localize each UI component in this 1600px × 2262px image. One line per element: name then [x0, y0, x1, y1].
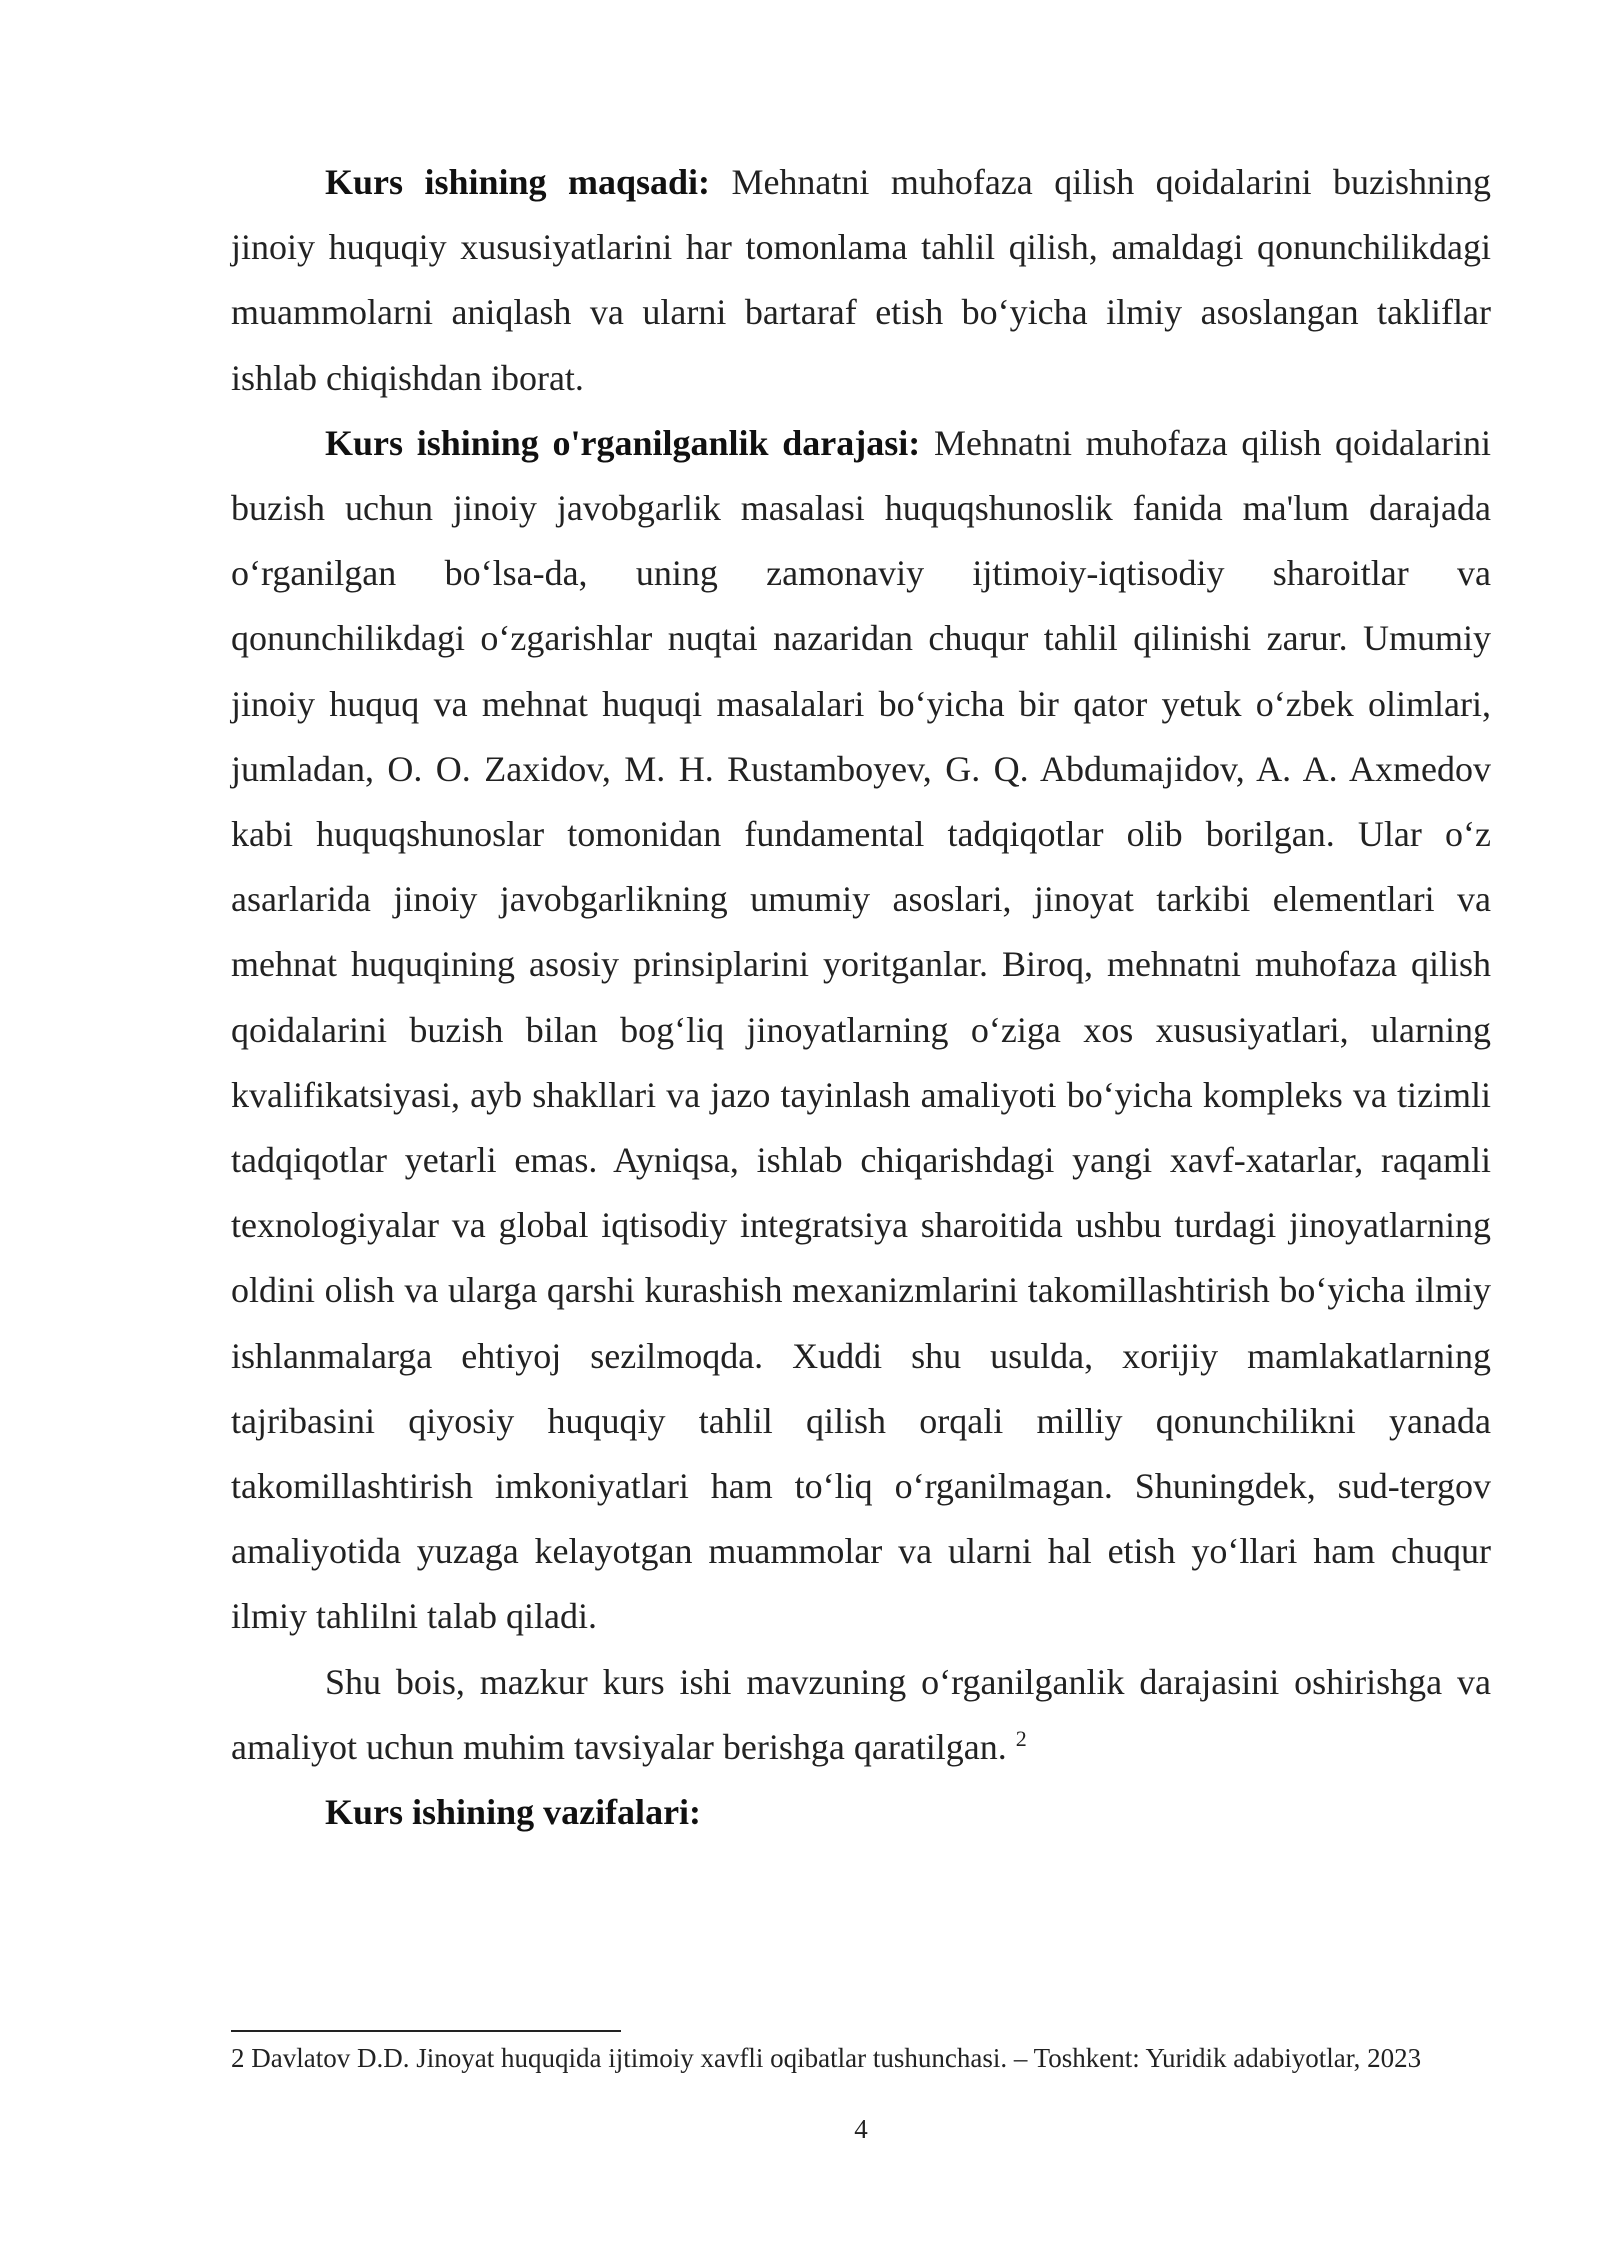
paragraph-conclusion	[231, 1650, 1491, 1780]
heading-tasks: Kurs ishining vazifalari:	[325, 1792, 702, 1833]
heading-study-level: Kurs ishining o'rganilganlik darajasi:	[325, 422, 921, 463]
document-body	[231, 150, 1491, 1845]
text-study-level: Mehnatni muhofaza qilish qoidalarini buzish uchun jinoiy javobgarlik masalasi huquqshunoslik fanida ma'lum darajada o‘rganilgan bo‘lsa-da, uning zamonaviy ijtimoiy-iqtisodiy sharoitlar va qonunchilikdagi o‘zgarishlar nuqtai nazaridan chuqur tahlil qilinishi zarur. Umumiy jinoiy huquq va mehnat huquqi masalalari bo‘yicha bir qator yetuk o‘zbek olimlari, jumladan, O. O. Zaxidov, M. H. Rustamboyev, G. Q. Abdumajidov, A. A. Axmedov kabi huquqshunoslar tomonidan fundamental tadqiqotlar olib borilgan. Ular o‘z asarlarida jinoiy javobgarlikning umumiy asoslari, jinoyat tarkibi elementlari va mehnat huquqining asosiy prinsiplarini yoritganlar. Biroq, mehnatni muhofaza qilish qoidalarini buzish bilan bog‘liq jinoyatlarning o‘ziga xos xususiyatlari, ularning kvalifikatsiyasi, ayb shakllari va jazo tayinlash amaliyoti bo‘yicha kompleks va tizimli tadqiqotlar yetarli emas. Ayniqsa, ishlab chiqarishdagi yangi xavf-xatarlar, raqamli texnologiyalar va global iqtisodiy integratsiya sharoitida ushbu turdagi jinoyatlarning oldini olish va ularga qarshi kurashish mexanizmlarini takomillashtirish bo‘yicha ilmiy ishlanmalarga ehtiyoj sezilmoqda. Xuddi shu usulda, xorijiy mamlakatlarning tajribasini qiyosiy huquqiy tahlil qilish orqali milliy qonunchilikni yanada takomillashtirish imkoniyatlari ham to‘liq o‘rganilmagan. Shuningdek, sud-tergov amaliyotida yuzaga kelayotgan muammolar va ularni hal etish yo‘llari ham chuqur ilmiy tahlilni talab qiladi.	[231, 422, 1492, 1637]
paragraph-goal	[231, 150, 1491, 411]
text-goal: Mehnatni muhofaza qilish qoidalarini buzishning jinoiy huquqiy xususiyatlarini har tomonlama tahlil qilish, amaldagi qonunchilikdagi muammolarni aniqlash va ularni bartaraf etish bo‘yicha ilmiy asoslangan takliflar ishlab chiqishdan iborat.	[231, 162, 1492, 398]
footnote-separator	[231, 2030, 621, 2032]
paragraph-study-level	[231, 411, 1491, 1650]
footnote-text: 2 Davlatov D.D. Jinoyat huquqida ijtimoiy xavfli oqibatlar tushunchasi. – Toshkent: Yuridik adabiyotlar, 2023	[231, 2043, 1422, 2073]
heading-goal: Kurs ishining maqsadi:	[325, 162, 710, 202]
paragraph-tasks	[231, 1780, 1491, 1845]
page-number: 4	[854, 2114, 868, 2144]
text-conclusion: Shu bois, mazkur kurs ishi mavzuning o‘rganilganlik darajasini oshirishga va amaliyot uchun muhim tavsiyalar berishga qaratilgan.	[231, 1661, 1491, 1767]
footnote-reference[interactable]: 2	[1015, 1725, 1027, 1751]
